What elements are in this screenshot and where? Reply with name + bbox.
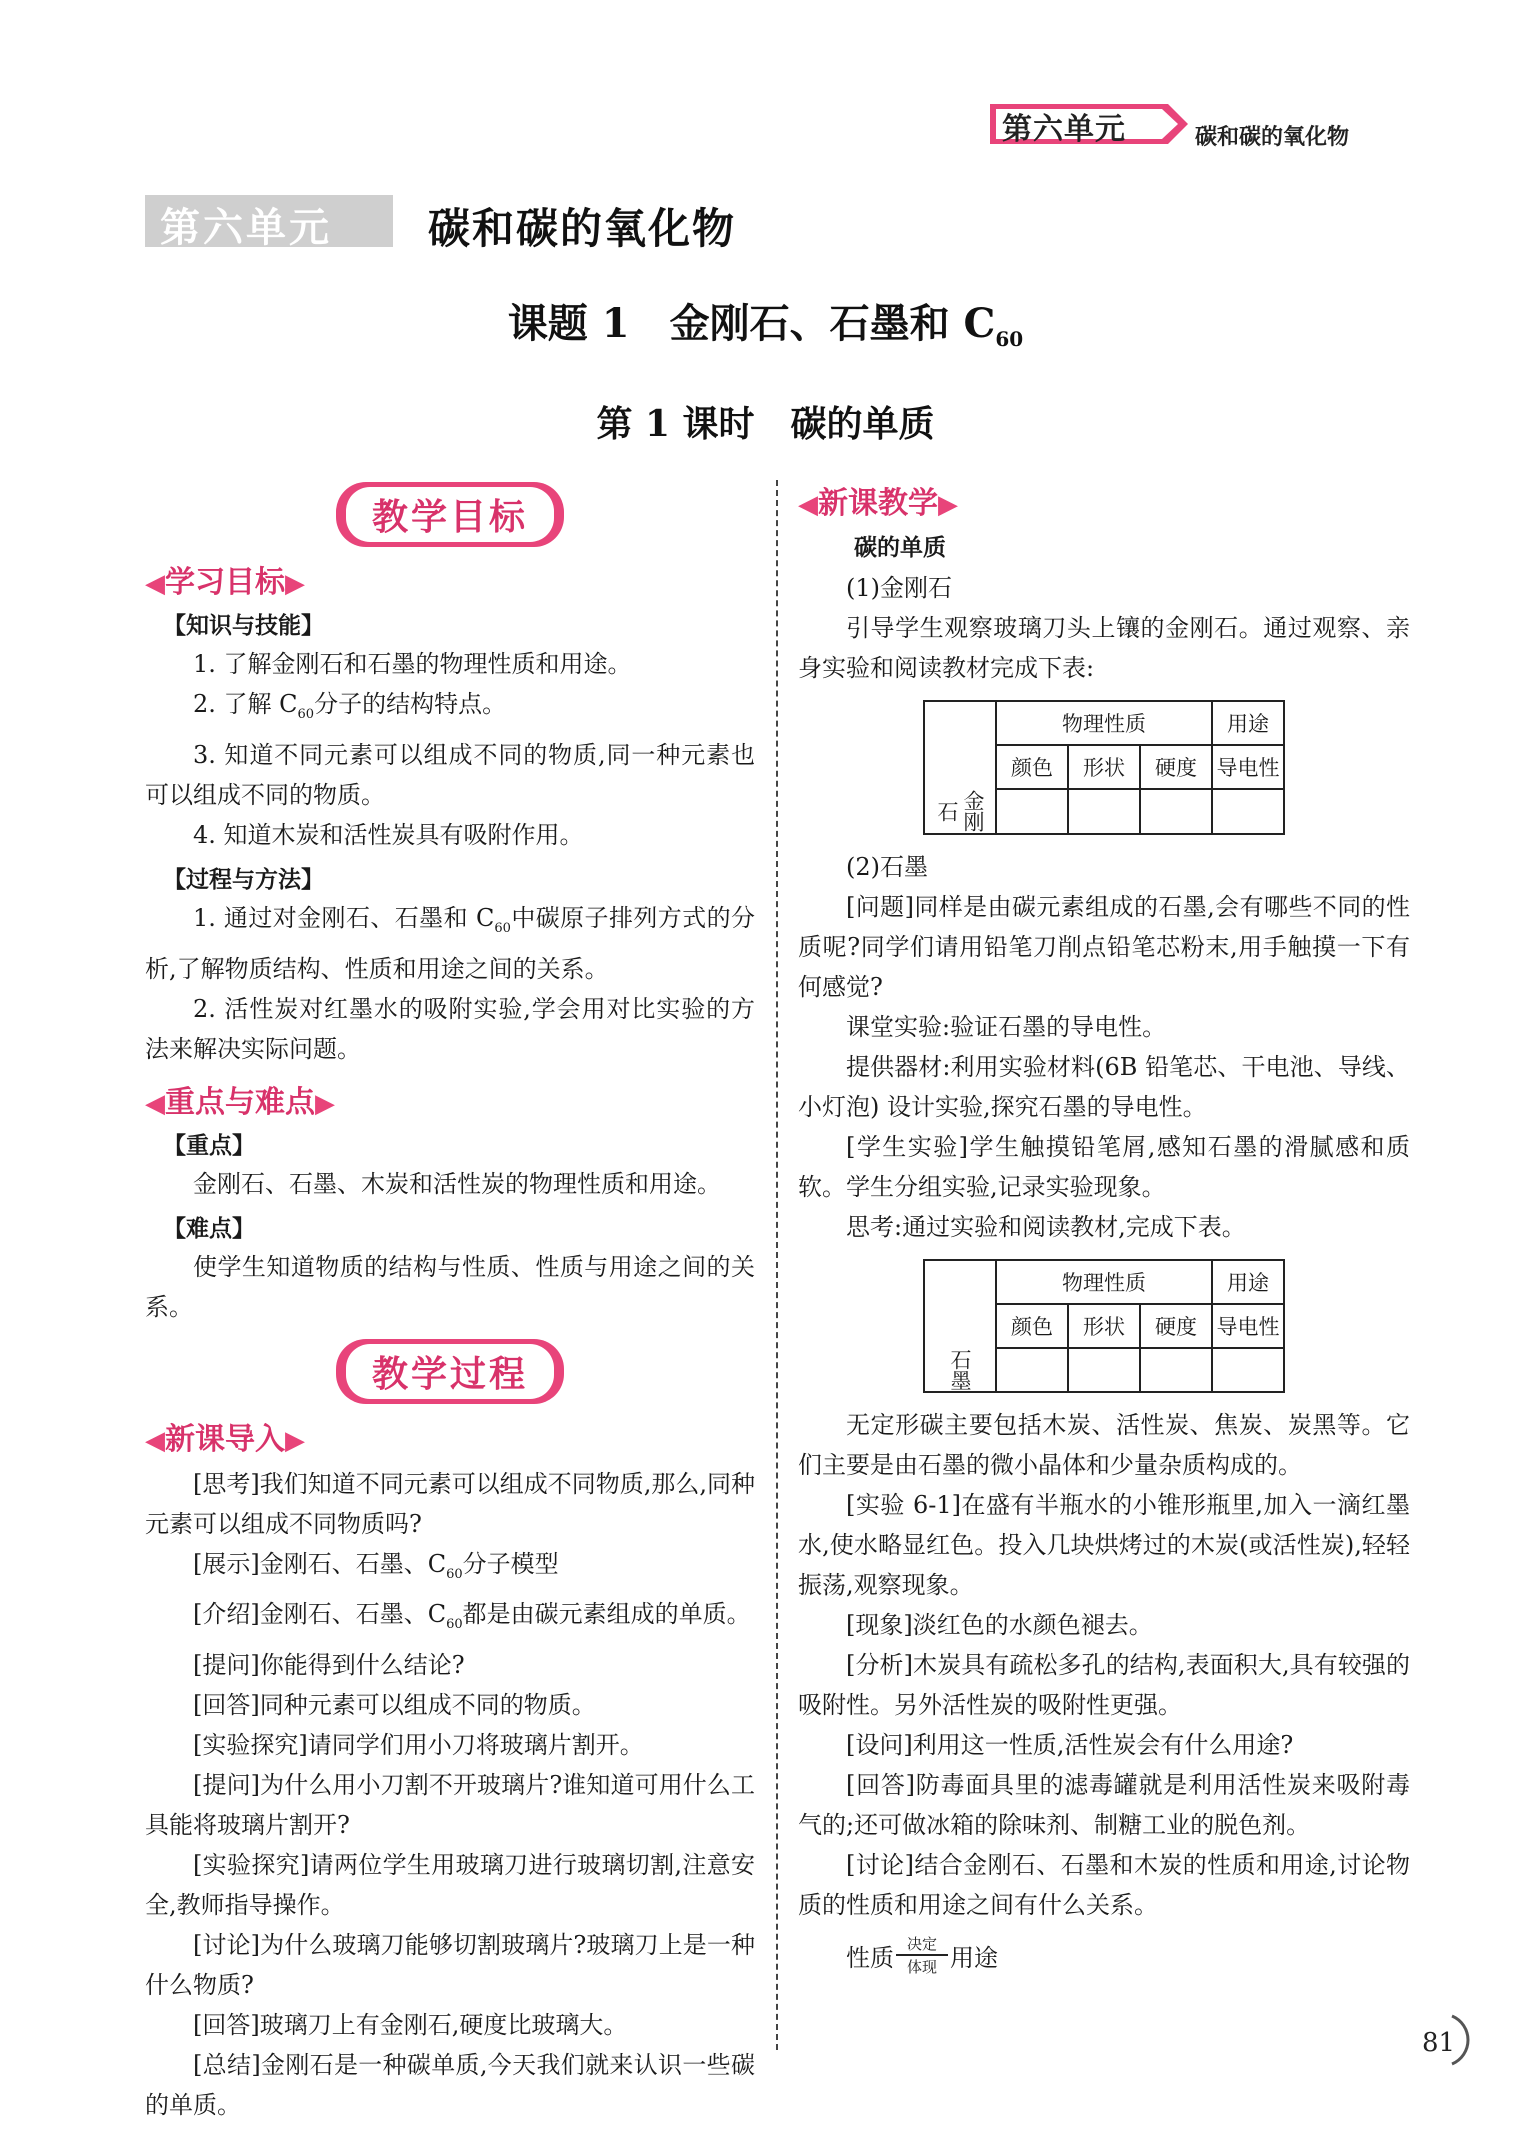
page-number-badge [1422, 2010, 1482, 2070]
goal-item: 2. 活性炭对红墨水的吸附实验,学会用对比实验的方法来解决实际问题。 [145, 994, 755, 1063]
carbon-elements-heading: 碳的单质 [854, 535, 946, 561]
diamond-table [923, 700, 1285, 835]
graphite-table [923, 1259, 1285, 1393]
unit-title: 碳和碳的氧化物 [428, 204, 737, 253]
goal-item: 4. 知道木炭和活性炭具有吸附作用。 [193, 820, 584, 849]
body-paragraph: 无定形碳主要包括木炭、活性炭、焦炭、炭黑等。它们主要是由石墨的微小晶体和少量杂质构成的。 [798, 1411, 1410, 1479]
body-paragraph: 思考:通过实验和阅读教材,完成下表。 [846, 1213, 1246, 1241]
diamond-heading: (1)金刚石 [846, 574, 952, 602]
intro-paragraph: [回答]同种元素可以组成不同的物质。 [193, 1691, 596, 1720]
intro-paragraph: [展示]金刚石、石墨、$C_{60}$分子模型 [193, 1549, 559, 1582]
table-col: 颜色 [996, 745, 1068, 789]
body-paragraph: [设问]利用这一性质,活性炭会有什么用途? [846, 1731, 1294, 1759]
body-paragraph: [现象]淡红色的水颜色褪去。 [846, 1611, 1153, 1639]
knowledge-skills-heading: 【知识与技能】 [163, 613, 324, 639]
intro-paragraph: [回答]玻璃刀上有金刚石,硬度比玻璃大。 [193, 2011, 628, 2040]
intro-paragraph: [实验探究]请两位学生用玻璃刀进行玻璃切割,注意安全,教师指导操作。 [145, 1851, 755, 1920]
intro-paragraph: [提问]你能得到什么结论? [193, 1651, 465, 1680]
intro-paragraph: [思考]我们知道不同元素可以组成不同物质,那么,同种元素可以组成不同物质吗? [145, 1469, 755, 1538]
body-paragraph: [讨论]结合金刚石、石墨和木炭的性质和用途,讨论物质的性质和用途之间有什么关系。 [798, 1851, 1410, 1919]
body-paragraph: 引导学生观察玻璃刀头上镶的金刚石。通过观察、亲身实验和阅读教材完成下表: [798, 614, 1410, 682]
body-paragraph: [问题]同样是由碳元素组成的石墨,会有哪些不同的性质呢?同学们请用铅笔刀削点铅笔芯粉末,用手触摸一下有何感觉? [798, 893, 1410, 1001]
table-row-label: 金刚石 [924, 789, 996, 834]
learning-goals-heading: ◀学习目标▶ [145, 565, 305, 600]
difficult-point-text: 使学生知道物质的结构与性质、性质与用途之间的关系。 [145, 1252, 755, 1321]
header-unit-tag: 第六单元 [1002, 112, 1126, 147]
goal-item: 1. 通过对金刚石、石墨和 $C_{60}$中碳原子排列方式的分析,了解物质结构、性质和用途之间的关系。 [145, 903, 755, 983]
goal-item: 1. 了解金刚石和石墨的物理性质和用途。 [193, 650, 632, 678]
intro-paragraph: [讨论]为什么玻璃刀能够切割玻璃片?玻璃刀上是一种什么物质? [145, 1931, 755, 2000]
table-header-phys: 物理性质 [996, 701, 1212, 745]
topic-title: 课题 1 金刚石、石墨和 $C_{60}$ [507, 300, 1024, 351]
new-lesson-teaching-heading: ◀新课教学▶ [798, 486, 958, 521]
key-difficult-heading: ◀重点与难点▶ [145, 1084, 335, 1120]
table-col: 形状 [1068, 1304, 1140, 1348]
table-col: 形状 [1068, 745, 1140, 789]
table-col: 硬度 [1140, 1304, 1212, 1348]
goal-item: 3. 知道不同元素可以组成不同的物质,同一种元素也可以组成不同的物质。 [145, 740, 755, 809]
teaching-process-heading: 教学过程 [336, 1339, 564, 1404]
body-paragraph: [实验 6-1]在盛有半瓶水的小锥形瓶里,加入一滴红墨水,使水略显红色。投入几块烘烤过的木炭(或活性炭),轻轻振荡,观察现象。 [798, 1491, 1410, 1599]
intro-paragraph: [介绍]金刚石、石墨、$C_{60}$都是由碳元素组成的单质。 [193, 1600, 751, 1633]
unit-label: 第六单元 [160, 205, 332, 251]
table-row-label: 石墨 [924, 1348, 996, 1392]
graphite-heading: (2)石墨 [846, 853, 928, 881]
property-use-formula: 性质 $\frac{\text{决定}}{\text{体现}}$ 用途 [846, 1935, 998, 1976]
intro-paragraph: [实验探究]请同学们用小刀将玻璃片割开。 [193, 1731, 644, 1760]
header-unit-name: 碳和碳的氧化物 [1195, 125, 1350, 150]
goal-item: 2. 了解 $C_{60}$分子的结构特点。 [193, 690, 507, 722]
key-point-heading: 【重点】 [163, 1132, 255, 1159]
table-header-use: 用途 [1212, 701, 1284, 745]
table-col: 导电性 [1212, 1304, 1284, 1348]
lesson-title: 第 1 课时 碳的单质 [596, 403, 935, 445]
table-header-use: 用途 [1212, 1260, 1284, 1304]
process-method-heading: 【过程与方法】 [163, 866, 324, 893]
left-column [145, 470, 755, 2125]
table-col: 颜色 [996, 1304, 1068, 1348]
key-point-text: 金刚石、石墨、木炭和活性炭的物理性质和用途。 [193, 1169, 721, 1198]
right-column [798, 470, 1410, 1977]
body-paragraph: 提供器材:利用实验材料(6B 铅笔芯、干电池、导线、小灯泡) 设计实验,探究石墨的导电性。 [798, 1053, 1410, 1121]
teaching-goals-heading: 教学目标 [336, 482, 564, 547]
column-divider [776, 480, 778, 2050]
body-paragraph: [学生实验]学生触摸铅笔屑,感知石墨的滑腻感和质软。学生分组实验,记录实验现象。 [798, 1133, 1410, 1201]
body-paragraph: 课堂实验:验证石墨的导电性。 [846, 1013, 1167, 1041]
body-paragraph: [分析]木炭具有疏松多孔的结构,表面积大,具有较强的吸附性。另外活性炭的吸附性更强。 [798, 1651, 1410, 1719]
table-col: 导电性 [1212, 745, 1284, 789]
new-lesson-intro-heading: ◀新课导入▶ [145, 1421, 305, 1457]
body-paragraph: [回答]防毒面具里的滤毒罐就是利用活性炭来吸附毒气的;还可做冰箱的除味剂、制糖工业的脱色剂。 [798, 1771, 1410, 1839]
table-header-phys: 物理性质 [996, 1260, 1212, 1304]
page-number: 81 [1422, 2028, 1456, 2058]
table-col: 硬度 [1140, 745, 1212, 789]
difficult-point-heading: 【难点】 [163, 1215, 255, 1242]
intro-paragraph: [总结]金刚石是一种碳单质,今天我们就来认识一些碳的单质。 [145, 2051, 755, 2120]
intro-paragraph: [提问]为什么用小刀割不开玻璃片?谁知道可用什么工具能将玻璃片割开? [145, 1771, 755, 1840]
